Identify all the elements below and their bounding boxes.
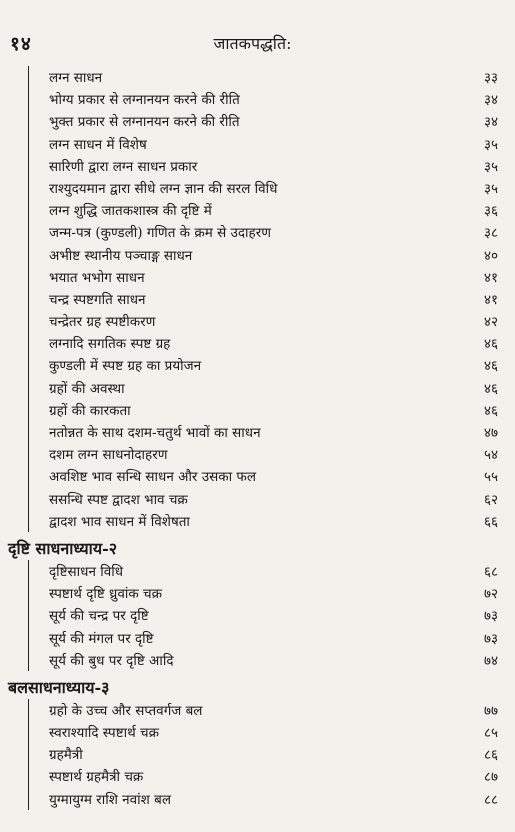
toc-entry-page: ४७ <box>483 425 498 441</box>
toc-entry-page: ६८ <box>483 563 498 580</box>
toc-entry <box>28 199 502 221</box>
toc-entry <box>28 699 502 721</box>
toc-entry-page: ४१ <box>483 269 498 286</box>
toc-entry-page: ३८ <box>483 225 498 242</box>
toc-entry-title: भयात भभोग साधन <box>49 269 145 286</box>
toc-entry <box>28 332 502 354</box>
toc-entry-page: ७७ <box>483 702 498 719</box>
toc-entry-title: स्पष्टार्थ ग्रहमैत्री चक्र <box>49 769 144 786</box>
toc-entry-title: अभीष्ट स्थानीय पञ्चाङ्ग साधन <box>49 247 193 264</box>
toc-section-2 <box>8 560 502 671</box>
toc-entry-title: स्वराश्यादि स्पष्टार्थ चक्र <box>49 725 159 742</box>
toc-entry-page: ५४ <box>483 447 498 464</box>
table-of-contents <box>8 66 502 810</box>
toc-entry-title: ससन्धि स्पष्ट द्वादश भाव चक्र <box>49 491 188 508</box>
toc-entry-page: ३३ <box>483 70 498 86</box>
toc-section-3 <box>8 699 502 810</box>
toc-entry-title: लग्न शुद्धि जातकशास्त्र की दृष्टि में <box>49 203 212 220</box>
toc-entry <box>28 488 502 510</box>
toc-entry-page: ४१ <box>483 291 498 308</box>
toc-entry-page: ४० <box>483 247 498 264</box>
toc-entry <box>28 788 502 810</box>
toc-entry <box>28 510 502 532</box>
toc-entry <box>28 421 502 443</box>
toc-entry <box>28 244 502 266</box>
toc-entry <box>28 377 502 399</box>
toc-entry-page: ७२ <box>483 586 498 603</box>
toc-entry-page: ४६ <box>483 336 498 353</box>
toc-entry-title: लग्नादि सगतिक स्पष्ट ग्रह <box>49 336 171 353</box>
toc-entry <box>28 310 502 332</box>
toc-entry-page: ६२ <box>483 491 498 508</box>
toc-entry <box>28 354 502 376</box>
toc-entry-title: चन्द्रेतर ग्रह स्पष्टीकरण <box>49 314 156 331</box>
toc-entry <box>28 133 502 155</box>
toc-entry-title: ग्रहो के उच्च और सप्तवर्गज बल <box>49 702 203 719</box>
toc-entry <box>28 443 502 465</box>
toc-entry-title: जन्म-पत्र (कुण्डली) गणित के क्रम से उदाहरण <box>49 225 271 242</box>
toc-entry <box>28 155 502 177</box>
toc-entry <box>28 649 502 671</box>
toc-entry-title: भोग्य प्रकार से लग्नानयन करने की रीति <box>49 92 240 109</box>
toc-section-1 <box>8 66 502 532</box>
chapter-title: दृष्टि साधनाध्याय-२ <box>8 538 118 558</box>
toc-entry-title: दशम लग्न साधनोदाहरण <box>49 447 168 464</box>
toc-entry-page: ६६ <box>483 513 498 530</box>
toc-entry <box>28 266 502 288</box>
toc-entry-title: युग्मायुग्म राशि नवांश बल <box>49 791 171 808</box>
toc-entry-title: कुण्डली में स्पष्ट ग्रह का प्रयोजन <box>49 358 202 375</box>
running-title: जातकपद्धति: <box>213 34 292 53</box>
toc-entry-page: ४२ <box>483 314 498 331</box>
toc-entry <box>28 88 502 110</box>
toc-entry-page: ३६ <box>483 203 498 220</box>
toc-entry-page: ४६ <box>483 358 498 375</box>
toc-entry <box>28 465 502 487</box>
toc-entry <box>28 288 502 310</box>
toc-entry-title: भुक्त प्रकार से लग्नानयन करने की रीति <box>49 114 240 131</box>
toc-entry <box>28 110 502 132</box>
toc-entry-title: सूर्य की मंगल पर दृष्टि <box>49 630 154 647</box>
toc-entry <box>28 582 502 604</box>
toc-entry <box>28 765 502 787</box>
toc-entry-page: ८६ <box>483 747 498 764</box>
toc-entry-page: ४६ <box>483 402 498 419</box>
toc-entry-title: नतोन्नत के साथ दशम-चतुर्थ भावों का साधन <box>49 425 261 441</box>
toc-entry-title: स्पष्टार्थ दृष्टि ध्रुवांक चक्र <box>49 586 162 603</box>
toc-entry-page: ३५ <box>483 180 498 197</box>
toc-entry-title: लग्न साधन में विशेष <box>49 136 147 153</box>
toc-entry-title: राश्युदयमान द्वारा सीधे लग्न ज्ञान की सरल विधि <box>49 180 278 197</box>
toc-entry-title: सूर्य की चन्द्र पर दृष्टि <box>49 608 149 625</box>
page-header <box>10 30 495 56</box>
page-number: १४ <box>10 33 32 55</box>
toc-entry <box>28 399 502 421</box>
toc-entry <box>28 604 502 626</box>
toc-entry-page: ८८ <box>483 791 498 808</box>
toc-entry-title: अवशिष्ट भाव सन्धि साधन और उसका फल <box>49 469 256 486</box>
chapter-heading-2 <box>8 535 502 560</box>
toc-entry <box>28 66 502 88</box>
toc-entry-page: ३५ <box>483 158 498 175</box>
toc-entry <box>28 221 502 243</box>
toc-entry-title: दृष्टिसाधन विधि <box>49 563 124 580</box>
toc-entry-page: ५५ <box>483 469 498 486</box>
toc-entry-title: ग्रहों की कारकता <box>49 402 131 419</box>
toc-entry <box>28 721 502 743</box>
toc-entry <box>28 177 502 199</box>
toc-entry-page: ७४ <box>483 652 498 669</box>
toc-entry-page: ७३ <box>483 630 498 647</box>
toc-entry-page: ८७ <box>483 769 498 786</box>
toc-entry-page: ७३ <box>483 608 498 625</box>
chapter-title: बलसाधनाध्याय-३ <box>8 677 110 697</box>
toc-entry-page: ३४ <box>483 92 498 109</box>
toc-entry-title: द्वादश भाव साधन में विशेषता <box>49 513 190 530</box>
toc-entry-title: सूर्य की बुध पर दृष्टि आदि <box>49 652 174 669</box>
toc-entry-title: ग्रहों की अवस्था <box>49 380 125 397</box>
toc-entry-page: ३५ <box>483 136 498 153</box>
toc-entry-title: सारिणी द्वारा लग्न साधन प्रकार <box>49 158 198 175</box>
toc-entry-page: ४६ <box>483 380 498 397</box>
toc-entry-title: लग्न साधन <box>49 70 103 86</box>
toc-entry <box>28 560 502 582</box>
toc-entry-title: ग्रहमैत्री <box>49 747 83 764</box>
toc-entry-page: ८५ <box>483 725 498 742</box>
chapter-heading-3 <box>8 674 502 699</box>
toc-entry-title: चन्द्र स्पष्टगति साधन <box>49 291 146 308</box>
toc-entry <box>28 743 502 765</box>
toc-entry <box>28 627 502 649</box>
toc-entry-page: ३४ <box>483 114 498 131</box>
